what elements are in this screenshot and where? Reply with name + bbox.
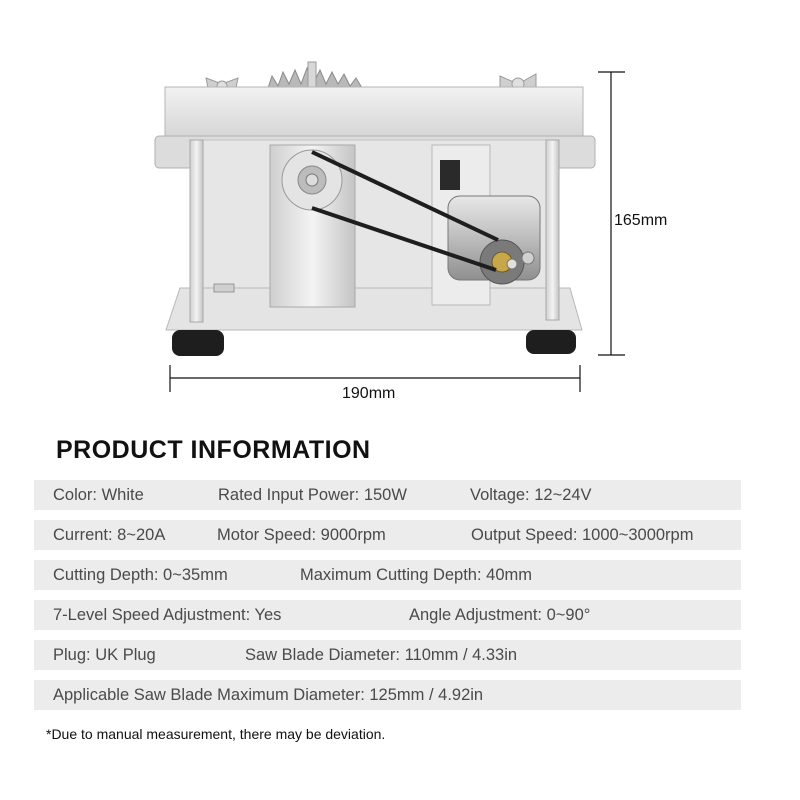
section-heading: PRODUCT INFORMATION	[56, 436, 371, 464]
spec-voltage: Voltage: 12~24V	[470, 486, 592, 504]
foot-right	[526, 330, 576, 354]
spec-color: Color: White	[53, 486, 144, 504]
spec-current: Current: 8~20A	[53, 526, 166, 544]
support-rod-left	[190, 140, 203, 322]
spec-row	[34, 640, 741, 670]
base-plate	[166, 288, 582, 330]
footnote: *Due to manual measurement, there may be deviation.	[46, 726, 386, 742]
spec-row	[34, 680, 741, 710]
spec-max-cutting-depth: Maximum Cutting Depth: 40mm	[300, 566, 532, 584]
spec-row	[34, 560, 741, 590]
width-dimension-label: 190mm	[342, 385, 396, 402]
height-dimension-label: 165mm	[614, 212, 668, 229]
saw-blade	[268, 62, 362, 88]
spec-angle-adjustment: Angle Adjustment: 0~90°	[409, 606, 591, 624]
support-rod-right	[546, 140, 559, 320]
spec-plug: Plug: UK Plug	[53, 646, 156, 664]
spec-blade-diameter: Saw Blade Diameter: 110mm / 4.33in	[245, 646, 518, 664]
spec-cutting-depth: Cutting Depth: 0~35mm	[53, 566, 228, 584]
spec-motor-speed: Motor Speed: 9000rpm	[217, 526, 386, 544]
table-top	[165, 87, 583, 137]
spec-rated-power: Rated Input Power: 150W	[218, 486, 407, 504]
spec-max-blade-diameter: Applicable Saw Blade Maximum Diameter: 125mm / 4.92in	[53, 686, 484, 704]
spec-speed-adjustment: 7-Level Speed Adjustment: Yes	[53, 606, 282, 624]
spec-output-speed: Output Speed: 1000~3000rpm	[471, 526, 694, 544]
spec-row	[34, 480, 741, 510]
spec-row	[34, 600, 741, 630]
foot-left	[172, 330, 224, 356]
spec-row	[34, 520, 741, 550]
